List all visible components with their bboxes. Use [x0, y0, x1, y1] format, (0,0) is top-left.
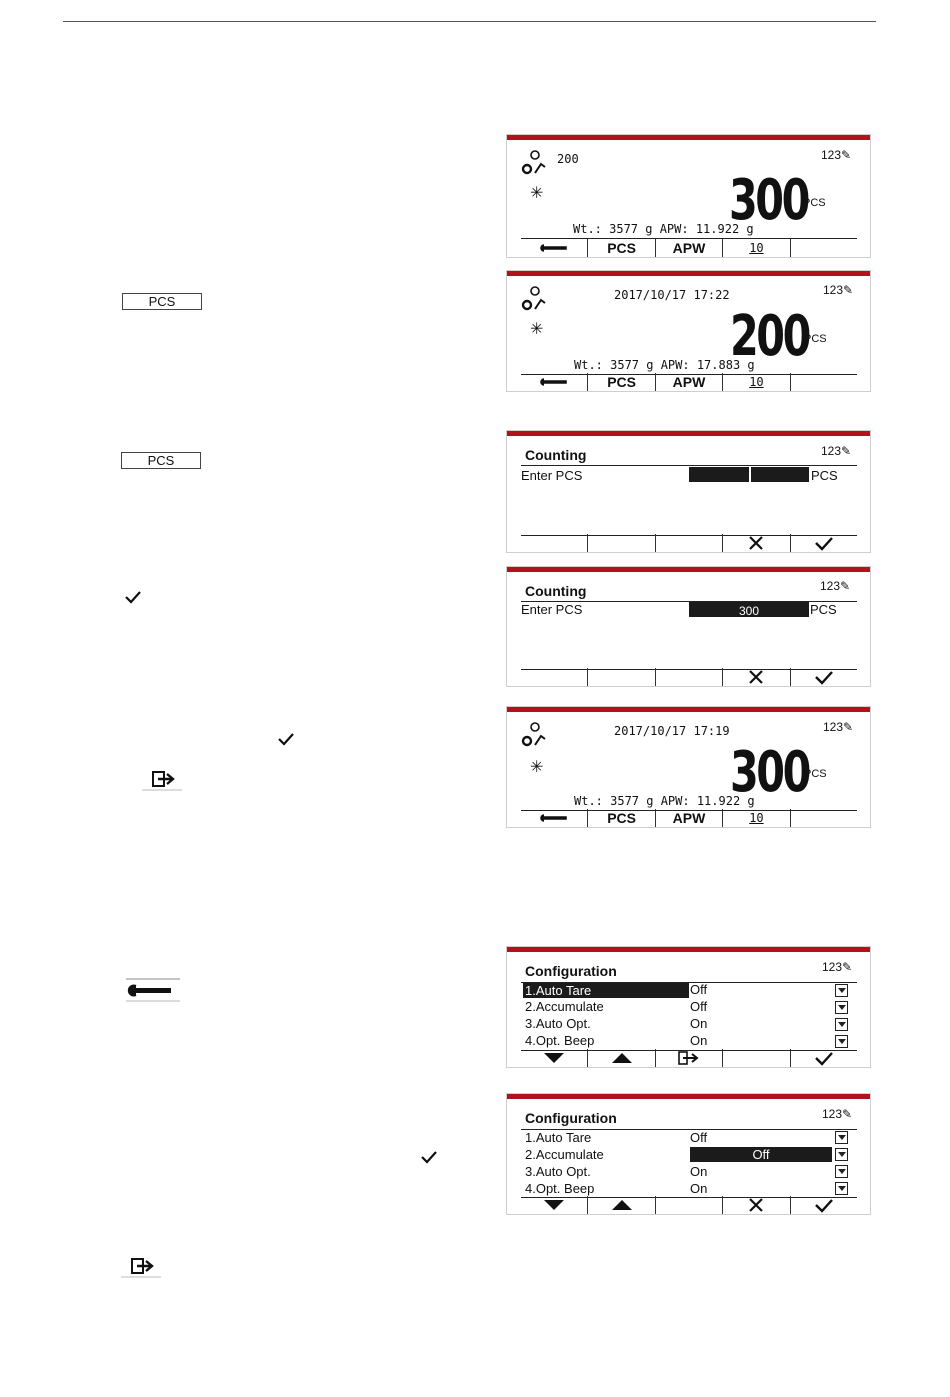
fkey-blank[interactable]: [655, 1196, 722, 1214]
check-icon: [420, 1149, 438, 1165]
fkey-sample-label: 10: [749, 375, 764, 389]
accent-bar: [507, 1094, 870, 1099]
dropdown-arrow-icon[interactable]: [835, 1035, 848, 1048]
stable-indicator-icon: ✳: [530, 319, 544, 338]
close-icon: [748, 669, 764, 685]
wrench-icon: [540, 243, 568, 253]
entry-field[interactable]: 300: [689, 602, 809, 617]
screen-title: Counting: [525, 447, 587, 463]
sample-icon: [519, 721, 547, 749]
down-triangle-icon: [543, 1052, 565, 1064]
lcd-screen-configuration: [506, 946, 871, 1068]
lcd-screen-counting-300: [506, 134, 871, 258]
exit-icon: [121, 1256, 161, 1278]
down-triangle-icon: [543, 1199, 565, 1211]
fkey-sample[interactable]: [722, 809, 789, 827]
fkey-up[interactable]: [587, 1196, 654, 1214]
dropdown-arrow-icon[interactable]: [835, 1182, 848, 1195]
fkey-sample[interactable]: [722, 239, 789, 257]
function-keys: [521, 373, 857, 391]
fkey-sample-label: 10: [749, 811, 764, 825]
mode-indicator: 123✎: [822, 960, 853, 974]
mode-text: 123: [822, 960, 843, 974]
up-triangle-icon: [611, 1199, 633, 1211]
accent-bar: [507, 947, 870, 952]
dropdown-arrow-icon[interactable]: [835, 1001, 848, 1014]
pcs-key-label: PCS: [147, 453, 175, 468]
mode-indicator: 123✎: [821, 148, 852, 162]
mode-indicator: 123✎: [820, 579, 851, 593]
fkey-apw[interactable]: APW: [655, 373, 722, 391]
fkey-apw[interactable]: APW: [655, 809, 722, 827]
lcd-screen-enter-pcs-300: [506, 566, 871, 687]
dropdown-arrow-icon[interactable]: [835, 1018, 848, 1031]
mode-indicator: 123✎: [823, 283, 854, 297]
pcs-key-label: PCS: [148, 294, 176, 309]
menu-value: Off: [690, 1130, 708, 1145]
mode-text: 123: [820, 579, 841, 593]
display-value: 200: [730, 304, 809, 369]
lcd-screen-configuration-edit: [506, 1093, 871, 1215]
fkey-up[interactable]: [587, 1049, 654, 1067]
menu-item-opt-beep[interactable]: 4.Opt. Beep: [525, 1033, 595, 1048]
function-keys: [521, 668, 857, 686]
check-icon: [814, 535, 834, 551]
header-rule: [63, 21, 876, 22]
dropdown-arrow-icon[interactable]: [835, 1148, 848, 1161]
fkey-cancel[interactable]: [722, 534, 789, 552]
check-icon: [124, 589, 142, 605]
fkey-cancel[interactable]: [722, 668, 789, 686]
info-line: Wt.: 3577 g APW: 11.922 g: [574, 794, 755, 808]
prompt-label: Enter PCS: [521, 468, 583, 483]
fkey-blank[interactable]: [722, 1049, 789, 1067]
entry-field[interactable]: [689, 467, 809, 482]
fkey-accept[interactable]: [790, 534, 857, 552]
mode-indicator: 123✎: [822, 1107, 853, 1121]
fkey-setup[interactable]: [521, 239, 587, 257]
menu-value: Off: [690, 982, 708, 997]
check-icon: [277, 731, 295, 747]
accent-bar: [507, 135, 870, 140]
mode-text: 123: [823, 283, 844, 297]
menu-value: On: [690, 1181, 708, 1196]
info-line: Wt.: 3577 g APW: 17.883 g: [574, 358, 755, 372]
function-keys: [521, 1049, 857, 1067]
menu-item-opt-beep[interactable]: 4.Opt. Beep: [525, 1181, 595, 1196]
prompt-label: Enter PCS: [521, 602, 583, 617]
mode-text: 123: [821, 148, 842, 162]
menu-value-editing[interactable]: Off: [690, 1147, 832, 1162]
accent-bar: [507, 707, 870, 712]
fkey-setup[interactable]: [521, 809, 587, 827]
fkey-blank[interactable]: [655, 534, 722, 552]
fkey-blank[interactable]: [587, 534, 654, 552]
menu-item-auto-opt[interactable]: 3.Auto Opt.: [525, 1016, 591, 1031]
menu-item-auto-tare[interactable]: 1.Auto Tare: [523, 983, 689, 998]
stable-indicator-icon: ✳: [530, 757, 544, 776]
fkey-cancel[interactable]: [722, 1196, 789, 1214]
fkey-blank[interactable]: [521, 668, 587, 686]
fkey-blank[interactable]: [521, 534, 587, 552]
wrench-icon: [540, 813, 568, 823]
fkey-blank[interactable]: [587, 668, 654, 686]
menu-item-accumulate[interactable]: 2.Accumulate: [525, 999, 604, 1014]
display-unit: PCS: [804, 333, 827, 345]
check-icon: [814, 1050, 834, 1066]
exit-icon: [678, 1051, 700, 1065]
function-keys: [521, 809, 857, 827]
exit-icon: [142, 769, 182, 791]
mode-indicator: 123✎: [823, 720, 854, 734]
pcs-key-reference: [122, 293, 202, 310]
wrench-icon: [126, 978, 180, 1002]
screen-title: Configuration: [525, 1110, 617, 1126]
dropdown-arrow-icon[interactable]: [835, 1131, 848, 1144]
menu-item-auto-tare[interactable]: 1.Auto Tare: [525, 1130, 592, 1145]
fkey-down[interactable]: [521, 1049, 587, 1067]
menu-item-auto-opt[interactable]: 3.Auto Opt.: [525, 1164, 591, 1179]
fkey-down[interactable]: [521, 1196, 587, 1214]
fkey-blank[interactable]: [790, 239, 857, 257]
mode-text: 123: [822, 1107, 843, 1121]
accent-bar: [507, 271, 870, 276]
stable-indicator-icon: ✳: [530, 183, 544, 202]
menu-value: On: [690, 1033, 708, 1048]
fkey-blank[interactable]: [655, 668, 722, 686]
entry-unit: PCS: [811, 468, 838, 483]
accent-bar: [507, 567, 870, 572]
screen-title: Configuration: [525, 963, 617, 979]
entry-unit: PCS: [810, 602, 837, 617]
mode-indicator: 123✎: [821, 444, 852, 458]
fkey-blank[interactable]: [790, 809, 857, 827]
menu-value: On: [690, 1164, 708, 1179]
accent-bar: [507, 431, 870, 436]
fkey-pcs[interactable]: PCS: [587, 239, 654, 257]
function-keys: [521, 1196, 857, 1214]
display-unit: PCS: [803, 197, 826, 209]
close-icon: [748, 1197, 764, 1213]
menu-value: On: [690, 1016, 708, 1031]
fkey-sample-label: 10: [749, 241, 764, 255]
close-icon: [748, 535, 764, 551]
check-icon: [814, 669, 834, 685]
date-time: 2017/10/17 17:19: [614, 724, 730, 738]
display-value: 300: [729, 168, 808, 233]
fkey-sample[interactable]: [722, 373, 789, 391]
fkey-exit[interactable]: [655, 1049, 722, 1067]
mode-text: 123: [823, 720, 844, 734]
info-line: Wt.: 3577 g APW: 11.922 g: [573, 222, 754, 236]
sample-size: 200: [557, 152, 579, 166]
divider: [521, 465, 857, 466]
fkey-pcs[interactable]: PCS: [587, 809, 654, 827]
dropdown-arrow-icon[interactable]: [835, 1165, 848, 1178]
dropdown-arrow-icon[interactable]: [835, 984, 848, 997]
screen-title: Counting: [525, 583, 587, 599]
function-keys: [521, 534, 857, 552]
fkey-setup[interactable]: [521, 373, 587, 391]
lcd-screen-counting-200: [506, 270, 871, 392]
sample-icon: [519, 285, 547, 313]
fkey-accept[interactable]: [790, 1049, 857, 1067]
function-keys: [521, 239, 857, 257]
pcs-key-reference: [121, 452, 201, 469]
display-unit: PCS: [804, 768, 827, 780]
fkey-blank[interactable]: [790, 373, 857, 391]
wrench-icon: [540, 377, 568, 387]
display-value: 300: [730, 740, 809, 805]
fkey-apw[interactable]: APW: [655, 239, 722, 257]
fkey-accept[interactable]: [790, 1196, 857, 1214]
fkey-accept[interactable]: [790, 668, 857, 686]
menu-item-accumulate[interactable]: 2.Accumulate: [525, 1147, 604, 1162]
lcd-screen-counting-300-updated: [506, 706, 871, 828]
menu-value: Off: [690, 999, 708, 1014]
date-time: 2017/10/17 17:22: [614, 288, 730, 302]
up-triangle-icon: [611, 1052, 633, 1064]
fkey-pcs[interactable]: PCS: [587, 373, 654, 391]
entry-cursor: [749, 467, 751, 482]
lcd-screen-enter-pcs-empty: [506, 430, 871, 553]
check-icon: [814, 1197, 834, 1213]
mode-text: 123: [821, 444, 842, 458]
sample-icon: [519, 149, 547, 177]
